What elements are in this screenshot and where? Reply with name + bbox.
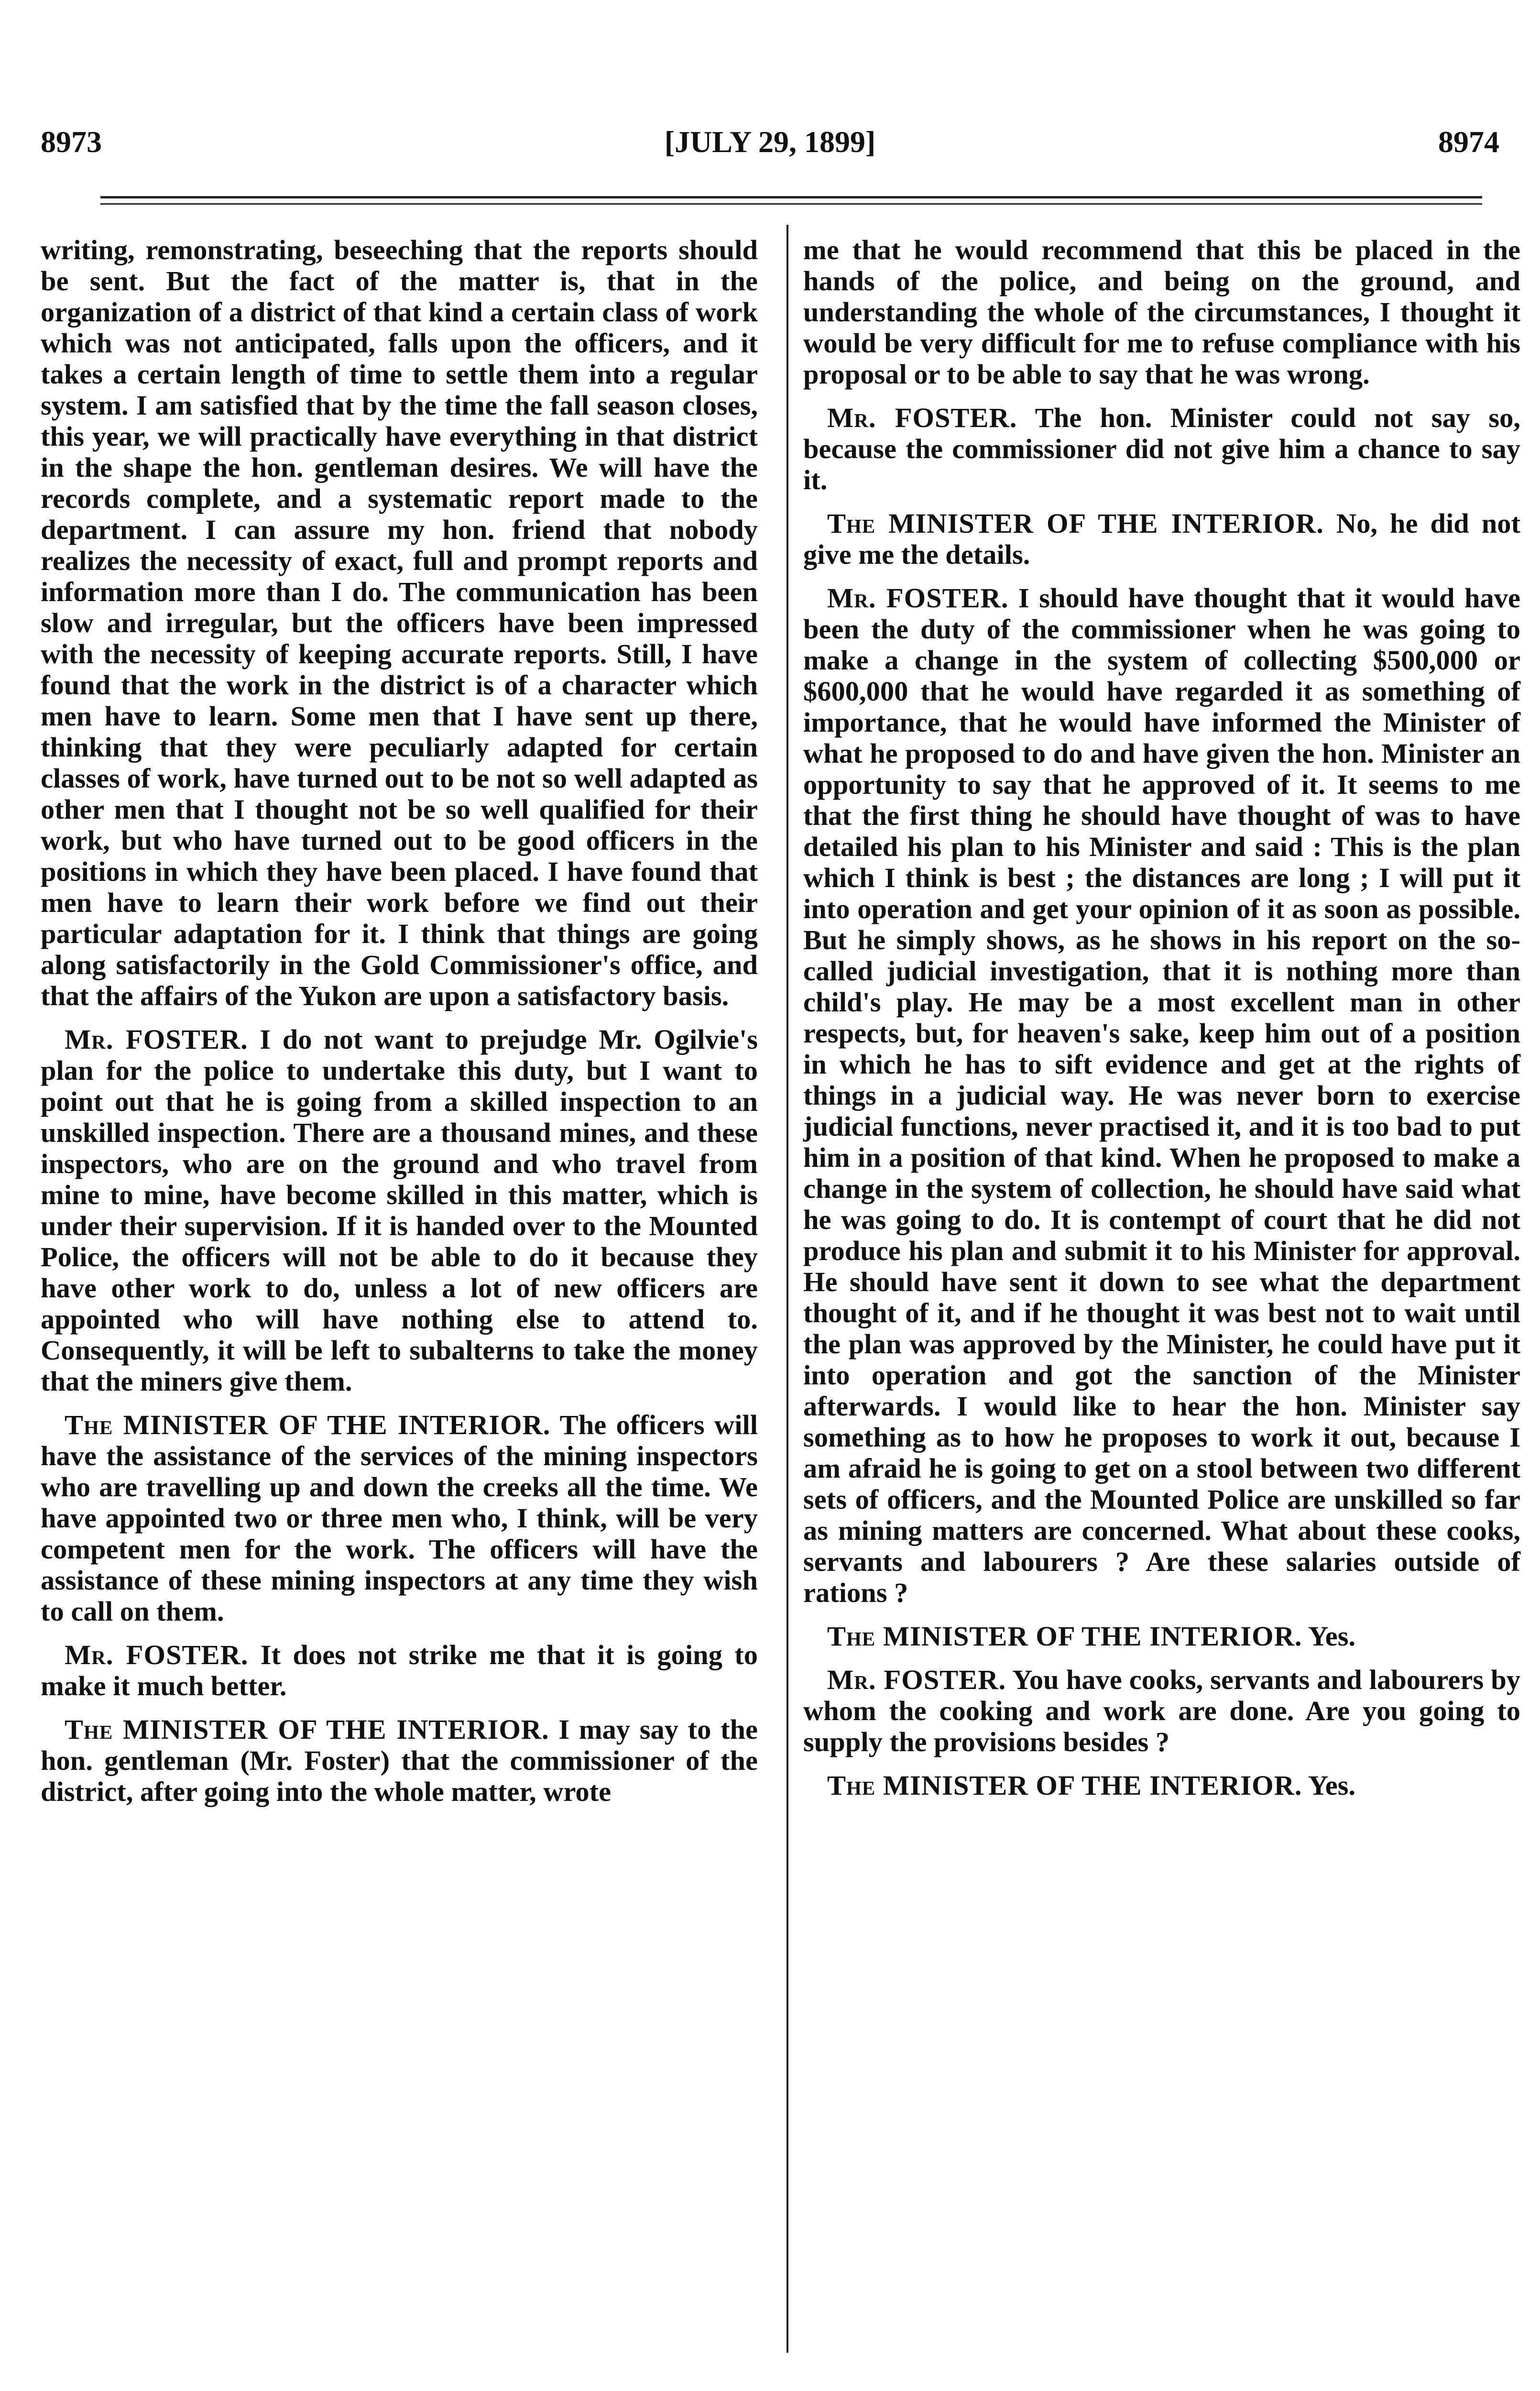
speaker-name: The MINISTER OF THE INTERIOR.	[827, 508, 1324, 539]
speech-paragraph	[41, 1639, 758, 1701]
speech-paragraph	[41, 1024, 758, 1397]
speech-text: I should have thought that it would have been the duty of the commissioner when he was going to make a change in the system of collecting $500,000 or $600,000 that he would have regarded it as something of importance, that he would have informed the Minister of what he proposed to do and have given the hon. Minister an opportunity to say that he approved of it. It seems to me that the first thing he should have thought of was to have detailed his plan to his Minister and said : This is the plan which I think is best ; the distances are long ; I will put it into operation and get your opinion of it as soon as possible. But he simply shows, as he shows in his report on the so-called judicial investigation, that it is nothing more than child's play. He may be a most excellent man in other respects, but, for heaven's sake, keep him out of a position in which he has to sift evidence and get at the rights of things in a judicial way. He was never born to exercise judicial functions, never practised it, and it is too bad to put him in a position of that kind. When he proposed to make a change in the system of collection, he should have said what he was going to do. It is contempt of court that he did not produce his plan and submit it to his Minister for approval. He should have sent it down to see what the department thought of it, and if he thought it was best not to wait until the plan was approved by the Minister, he could have put it into operation and got the sanction of the Minister afterwards. I would like to hear the hon. Minister say something as to how he proposes to work it out, because I am afraid he is going to get on a stool between two different sets of officers, and the Mounted Police are unskilled so far as mining matters are concerned. What about these cooks, servants and labourers ? Are these salaries outside of rations ?	[803, 582, 1520, 1608]
page-number-right: 8974	[1438, 125, 1499, 159]
paragraph-text: writing, remonstrating, beseeching that the reports should be sent. But the fact of the matter is, that in the organization of a district of that kind a certain class of work which was not anticipated, falls upon the officers, and it takes a certain length of time to settle them into a regular system. I am satisfied that by the time the fall season closes, this year, we will practically have everything in that district in the shape the hon. gentleman desires. We will have the records complete, and a systematic report made to the department. I can assure my hon. friend that nobody realizes the necessity of exact, full and prompt reports and information more than I do. The communication has been slow and irregular, but the officers have been impressed with the necessity of keeping accurate reports. Still, I have found that the work in the district is of a character which men have to learn. Some men that I have sent up there, thinking that they were peculiarly adapted for certain classes of work, have turned out to be not so well adapted as other men that I thought not be so well qualified for their work, but who have turned out to be good officers in the positions in which they have been placed. I have found that men have to learn their work before we find out their particular adaptation for it. I think that things are going along satisfactorily in the Gold Commissioner's office, and that the affairs of the Yukon are upon a satisfactory basis.	[41, 234, 758, 1011]
speech-paragraph	[803, 508, 1520, 570]
speech-text: I may say to the hon. gentleman (Mr. Foster) that the commissioner of the district, after going into the whole matter, wrote	[41, 1714, 758, 1807]
speech-paragraph	[803, 1664, 1520, 1757]
paragraph	[803, 234, 1520, 390]
page-header	[0, 124, 1540, 177]
paragraph	[41, 234, 758, 1011]
speaker-name: Mr. FOSTER.	[827, 1664, 1006, 1695]
speech-paragraph	[803, 402, 1520, 495]
speech-text: I do not want to prejudge Mr. Ogilvie's plan for the police to undertake this duty, but I want to point out that he is going from a skilled inspection to an unskilled inspection. There are a thousand mines, and these inspectors, who are on the ground and who travel from mine to mine, have become skilled in this matter, which is under their supervision. If it is handed over to the Mounted Police, the officers will not be able to do it because they have other work to do, unless a lot of new officers are appointed who will have nothing else to attend to. Consequently, it will be left to subalterns to take the money that the miners give them.	[41, 1024, 758, 1397]
speech-text: It does not strike me that it is going to make it much better.	[41, 1639, 758, 1701]
column-divider	[786, 225, 788, 2353]
speaker-name: Mr. FOSTER.	[827, 582, 1009, 614]
speaker-name: The MINISTER OF THE INTERIOR.	[827, 1621, 1302, 1652]
speech-text: You have cooks, servants and labourers by whom the cooking and work are done. Are you going to supply the provisions besides ?	[803, 1664, 1520, 1757]
speaker-name: The MINISTER OF THE INTERIOR.	[65, 1409, 551, 1440]
header-rule-secondary	[100, 203, 1482, 205]
speaker-name: Mr. FOSTER.	[65, 1639, 249, 1670]
header-rule	[100, 196, 1482, 198]
speaker-name: The MINISTER OF THE INTERIOR.	[65, 1714, 549, 1745]
speaker-name: Mr. FOSTER.	[65, 1024, 248, 1055]
paragraph-text: me that he would recommend that this be placed in the hands of the police, and being on the ground, and understanding the whole of the circumstances, I thought it would be very difficult for me to refuse compliance with his proposal or to be able to say that he was wrong.	[803, 234, 1520, 390]
header-date: [JULY 29, 1899]	[664, 125, 876, 159]
right-column	[803, 234, 1520, 1810]
speaker-name: Mr. FOSTER.	[827, 402, 1017, 433]
speech-paragraph	[41, 1714, 758, 1807]
speech-paragraph	[803, 1621, 1520, 1652]
speech-text: The officers will have the assistance of the services of the mining inspectors who are travelling up and down the creeks all the time. We have appointed two or three men who, I think, will be very competent men for the work. The officers will have the assistance of these mining inspectors at any time they wish to call on them.	[41, 1409, 758, 1627]
speech-text: No, he did not give me the details.	[803, 508, 1520, 570]
page-number-left: 8973	[41, 125, 102, 159]
speech-paragraph	[41, 1409, 758, 1627]
speaker-name: The MINISTER OF THE INTERIOR.	[827, 1770, 1302, 1801]
speech-text: Yes.	[1308, 1770, 1356, 1801]
speech-text: Yes.	[1308, 1621, 1356, 1652]
speech-paragraph	[803, 1770, 1520, 1801]
speech-paragraph	[803, 582, 1520, 1608]
left-column	[41, 234, 758, 1817]
speech-text: The hon. Minister could not say so, because the commissioner did not give him a chance to say it.	[803, 402, 1520, 495]
